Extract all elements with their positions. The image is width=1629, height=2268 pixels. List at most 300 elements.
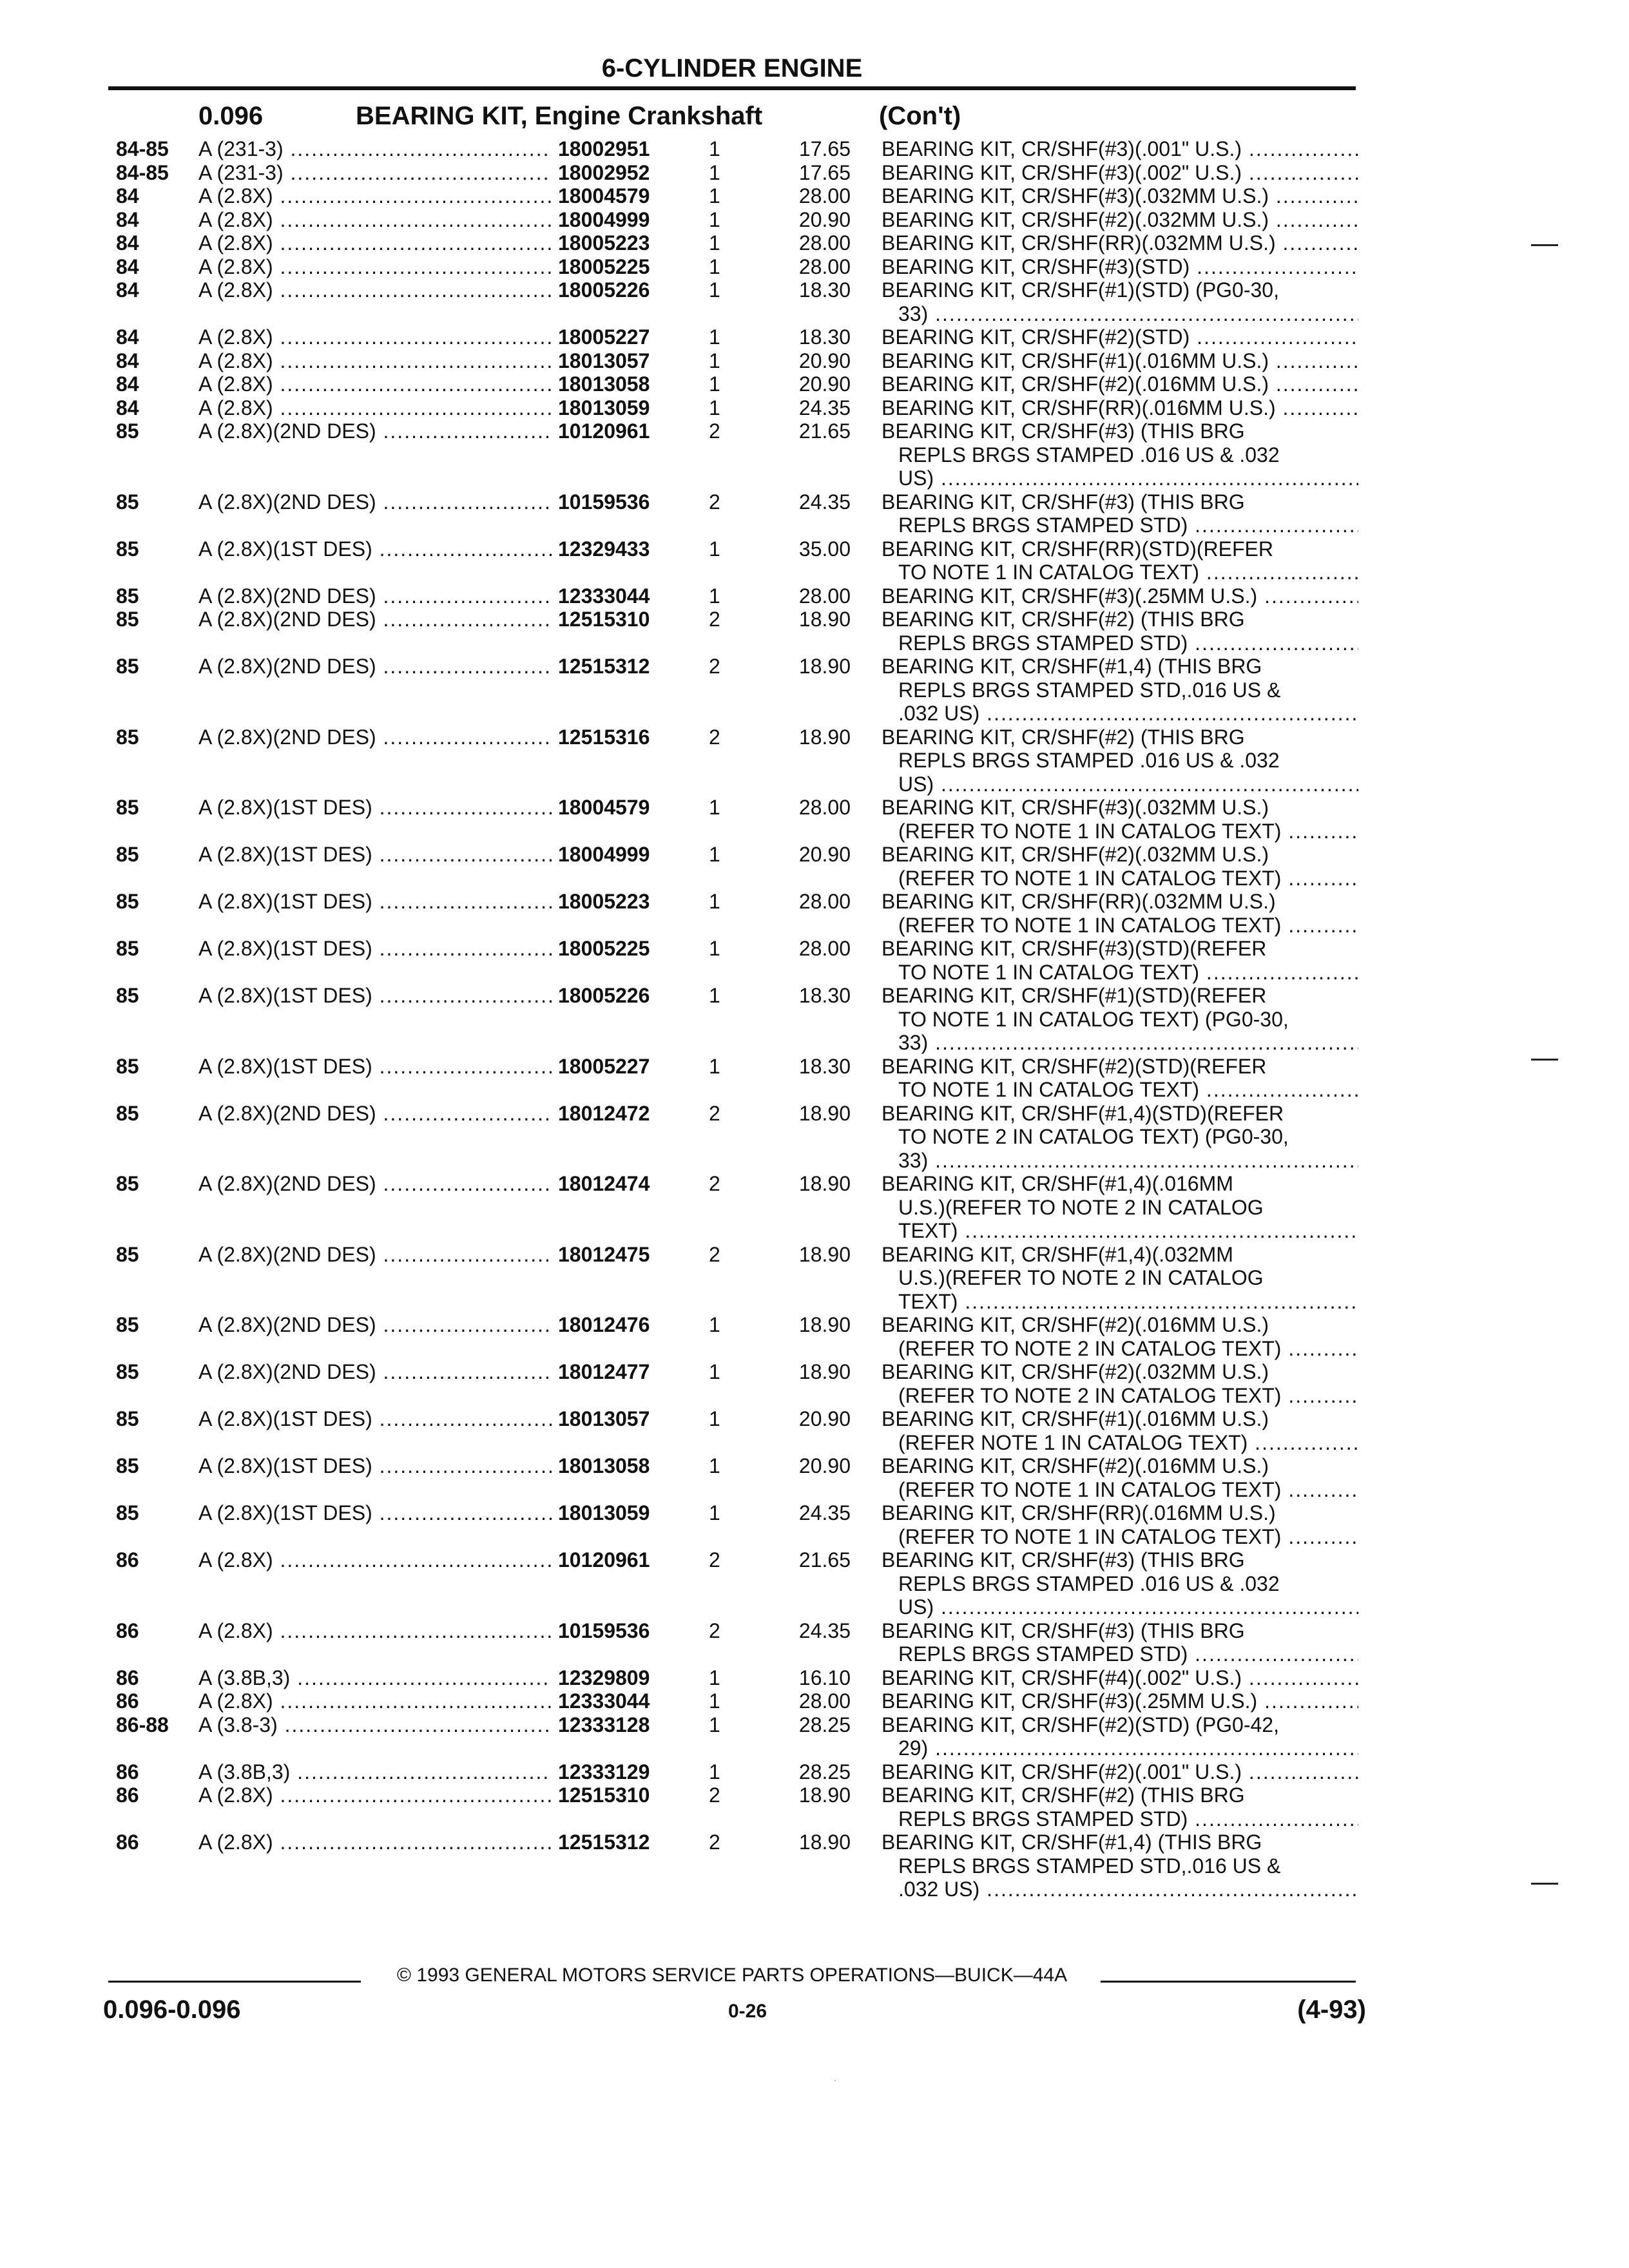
price-cell: 35.00	[798, 537, 851, 561]
part-row	[0, 1619, 1629, 1666]
description-line: BEARING KIT, CR/SHF(RR)(.016MM U.S.) .....	[882, 396, 1358, 420]
page-header-title: 6-CYLINDER ENGINE	[601, 54, 863, 82]
application-cell: A (2.8X)(2ND DES) .....	[198, 584, 552, 608]
part-row	[0, 890, 1629, 937]
year-cell: 86	[116, 1619, 139, 1642]
application-cell: A (2.8X)(2ND DES) .....	[198, 1243, 552, 1267]
application-cell: A (2.8X) .....	[198, 255, 552, 279]
price-cell: 18.90	[798, 1242, 851, 1266]
part-number-cell: 18012476	[558, 1313, 650, 1336]
description-cell	[882, 1172, 1358, 1243]
year-cell: 84	[116, 325, 139, 349]
quantity-cell: 1	[709, 231, 720, 255]
year-cell: 86	[116, 1689, 139, 1713]
part-row	[0, 278, 1629, 325]
application-cell: A (2.8X)(1ST DES) .....	[198, 890, 552, 914]
margin-mark	[1531, 244, 1558, 246]
year-cell: 85	[116, 1172, 139, 1195]
quantity-cell: 1	[709, 1689, 720, 1713]
year-cell: 84	[116, 231, 139, 255]
price-cell: 18.90	[798, 1172, 851, 1195]
description-line: TO NOTE 1 IN CATALOG TEXT) .....	[882, 961, 1358, 985]
description-cell	[882, 396, 1358, 420]
description-line: BEARING KIT, CR/SHF(#3) (THIS BRG	[882, 419, 1245, 443]
application-cell: A (2.8X)(1ST DES) .....	[198, 1055, 552, 1079]
description-cell	[882, 1619, 1358, 1666]
part-row	[0, 419, 1629, 490]
part-row	[0, 396, 1629, 420]
part-number-cell: 18005226	[558, 278, 650, 302]
part-number-cell: 18012475	[558, 1242, 650, 1266]
description-line: REPLS BRGS STAMPED STD) .....	[882, 631, 1358, 655]
price-cell: 18.90	[798, 1831, 851, 1854]
part-row	[0, 1313, 1629, 1360]
description-line: BEARING KIT, CR/SHF(#2)(.016MM U.S.)	[882, 1313, 1269, 1336]
quantity-cell: 1	[709, 584, 720, 608]
part-number-cell: 12515312	[558, 655, 650, 678]
description-line: BEARING KIT, CR/SHF(#4)(.002" U.S.) .....	[882, 1666, 1358, 1690]
description-line: BEARING KIT, CR/SHF(#2)(STD)(REFER	[882, 1054, 1267, 1078]
description-line: BEARING KIT, CR/SHF(#1,4) (THIS BRG	[882, 655, 1262, 678]
part-row	[0, 1501, 1629, 1548]
part-number-cell: 18013057	[558, 1407, 650, 1430]
description-line: (REFER NOTE 1 IN CATALOG TEXT) .....	[882, 1431, 1358, 1455]
description-line: REPLS BRGS STAMPED STD,.016 US &	[898, 678, 1281, 702]
year-cell: 85	[116, 984, 139, 1007]
margin-mark	[1531, 1883, 1558, 1885]
description-line: BEARING KIT, CR/SHF(#3)(.001" U.S.) .....	[882, 137, 1358, 161]
description-cell	[882, 1501, 1358, 1548]
quantity-cell: 1	[709, 396, 720, 419]
description-line: 33) .....	[882, 1149, 1358, 1173]
year-cell: 85	[116, 608, 139, 631]
part-row	[0, 1689, 1629, 1713]
description-line: REPLS BRGS STAMPED .016 US & .032	[898, 1571, 1280, 1595]
part-row	[0, 349, 1629, 373]
part-row	[0, 184, 1629, 208]
year-cell: 86	[116, 1831, 139, 1854]
part-number-cell: 18013058	[558, 372, 650, 396]
quantity-cell: 1	[709, 890, 720, 913]
quantity-cell: 2	[709, 655, 720, 678]
year-cell: 85	[116, 419, 139, 443]
application-cell: A (3.8B,3) .....	[198, 1760, 552, 1784]
part-number-cell: 18012474	[558, 1172, 650, 1195]
part-row	[0, 1407, 1629, 1454]
description-line: TO NOTE 1 IN CATALOG TEXT) (PG0-30,	[898, 1007, 1289, 1031]
application-cell: A (2.8X) .....	[198, 1619, 552, 1643]
description-line: BEARING KIT, CR/SHF(#2)(.032MM U.S.) .....	[882, 208, 1358, 232]
description-line: REPLS BRGS STAMPED STD) .....	[882, 1807, 1358, 1831]
section-number: 0.096	[198, 102, 264, 130]
year-cell: 84-85	[116, 137, 169, 160]
description-line: (REFER TO NOTE 2 IN CATALOG TEXT) .....	[882, 1337, 1358, 1361]
price-cell: 18.90	[798, 1360, 851, 1383]
year-cell: 84	[116, 207, 139, 231]
description-line: US) .....	[882, 773, 1358, 796]
year-cell: 84	[116, 278, 139, 302]
description-cell	[882, 349, 1358, 373]
year-cell: 86	[116, 1783, 139, 1807]
year-cell: 85	[116, 1054, 139, 1078]
part-row	[0, 1760, 1629, 1784]
description-line: U.S.)(REFER TO NOTE 2 IN CATALOG	[898, 1266, 1264, 1289]
application-cell: A (2.8X)(2ND DES) .....	[198, 1360, 552, 1384]
description-cell	[882, 1454, 1358, 1501]
application-cell: A (2.8X) .....	[198, 184, 552, 208]
description-line: BEARING KIT, CR/SHF(#3)(STD) .....	[882, 255, 1358, 279]
price-cell: 20.90	[798, 843, 851, 866]
price-cell: 24.35	[798, 1501, 851, 1524]
description-line: REPLS BRGS STAMPED STD) .....	[882, 1642, 1358, 1666]
part-row	[0, 1783, 1629, 1831]
part-row	[0, 1713, 1629, 1760]
footer-copyright	[108, 1961, 1356, 1990]
description-cell	[882, 1548, 1358, 1619]
description-cell	[882, 537, 1358, 584]
part-number-cell: 18012477	[558, 1360, 650, 1383]
part-row	[0, 208, 1629, 232]
description-line: TO NOTE 2 IN CATALOG TEXT) (PG0-30,	[898, 1125, 1289, 1148]
description-cell	[882, 796, 1358, 843]
application-cell: A (2.8X) .....	[198, 1689, 552, 1713]
description-line: BEARING KIT, CR/SHF(RR)(.032MM U.S.)	[882, 890, 1276, 913]
year-cell: 86	[116, 1666, 139, 1689]
application-cell: A (2.8X) .....	[198, 1548, 552, 1572]
quantity-cell: 1	[709, 325, 720, 349]
description-line: REPLS BRGS STAMPED STD) .....	[882, 514, 1358, 537]
description-line: BEARING KIT, CR/SHF(#3)(.002" U.S.) .....	[882, 161, 1358, 185]
description-cell	[882, 1102, 1358, 1173]
description-cell	[882, 608, 1358, 655]
description-line: BEARING KIT, CR/SHF(#2) (THIS BRG	[882, 1783, 1245, 1807]
part-number-cell: 18013057	[558, 349, 650, 372]
description-cell	[882, 584, 1358, 608]
part-row	[0, 372, 1629, 396]
description-line: TO NOTE 1 IN CATALOG TEXT) .....	[882, 1078, 1358, 1102]
quantity-cell: 1	[709, 160, 720, 184]
quantity-cell: 2	[709, 1101, 720, 1125]
quantity-cell: 1	[709, 137, 720, 160]
part-row	[0, 1454, 1629, 1501]
description-cell	[882, 1831, 1358, 1901]
application-cell: A (2.8X) .....	[198, 396, 552, 420]
price-cell: 28.00	[798, 255, 851, 278]
price-cell: 18.30	[798, 984, 851, 1007]
footer-section-range: 0.096-0.096	[103, 1995, 241, 2024]
part-row	[0, 937, 1629, 984]
price-cell: 18.90	[798, 1313, 851, 1336]
description-line: BEARING KIT, CR/SHF(#1)(STD) (PG0-30,	[882, 278, 1279, 302]
description-line: BEARING KIT, CR/SHF(#1)(STD)(REFER	[882, 984, 1267, 1007]
part-number-cell: 18005226	[558, 984, 650, 1007]
part-row	[0, 843, 1629, 890]
description-line: BEARING KIT, CR/SHF(#3)(.25MM U.S.) .....	[882, 584, 1358, 608]
part-row	[0, 1666, 1629, 1690]
description-cell	[882, 372, 1358, 396]
description-cell	[882, 325, 1358, 349]
part-number-cell: 18004999	[558, 207, 650, 231]
quantity-cell: 1	[709, 984, 720, 1007]
part-row	[0, 1172, 1629, 1243]
quantity-cell: 2	[709, 1172, 720, 1195]
part-row	[0, 1831, 1629, 1901]
description-line: BEARING KIT, CR/SHF(#1,4)(.016MM	[882, 1172, 1233, 1195]
year-cell: 85	[116, 1454, 139, 1477]
description-line: BEARING KIT, CR/SHF(#1)(.016MM U.S.)	[882, 1407, 1269, 1430]
quantity-cell: 1	[709, 1313, 720, 1336]
part-row	[0, 161, 1629, 185]
part-number-cell: 18005227	[558, 1054, 650, 1078]
description-line: BEARING KIT, CR/SHF(#3)(STD)(REFER	[882, 937, 1267, 960]
description-line: BEARING KIT, CR/SHF(#1,4)(STD)(REFER	[882, 1101, 1284, 1125]
year-cell: 85	[116, 1101, 139, 1125]
section-title	[108, 97, 1365, 135]
quantity-cell: 1	[709, 796, 720, 819]
quantity-cell: 1	[709, 372, 720, 396]
quantity-cell: 1	[709, 349, 720, 372]
quantity-cell: 1	[709, 184, 720, 207]
description-line: BEARING KIT, CR/SHF(#2)(.016MM U.S.) .....	[882, 372, 1358, 396]
description-cell	[882, 161, 1358, 185]
part-number-cell: 18004579	[558, 796, 650, 819]
quantity-cell: 1	[709, 937, 720, 960]
description-cell	[882, 937, 1358, 984]
part-row	[0, 231, 1629, 255]
application-cell: A (2.8X)(2ND DES) .....	[198, 608, 552, 631]
price-cell: 20.90	[798, 207, 851, 231]
description-line: BEARING KIT, CR/SHF(#2)(STD) .....	[882, 325, 1358, 349]
price-cell: 18.90	[798, 655, 851, 678]
year-cell: 85	[116, 655, 139, 678]
part-number-cell: 12333044	[558, 584, 650, 608]
margin-mark	[1531, 1059, 1558, 1061]
description-line: .032 US) .....	[882, 1878, 1358, 1901]
part-number-cell: 10120961	[558, 1548, 650, 1571]
part-number-cell: 18005227	[558, 325, 650, 349]
part-row	[0, 255, 1629, 279]
price-cell: 17.65	[798, 160, 851, 184]
footer-rule-right	[1101, 1981, 1356, 1983]
price-cell: 20.90	[798, 1454, 851, 1477]
application-cell: A (2.8X)(1ST DES) .....	[198, 984, 552, 1008]
year-cell: 85	[116, 1242, 139, 1266]
quantity-cell: 1	[709, 1054, 720, 1078]
description-cell	[882, 490, 1358, 537]
application-cell: A (2.8X) .....	[198, 231, 552, 255]
year-cell: 85	[116, 1313, 139, 1336]
speck	[834, 2080, 836, 2081]
description-cell	[882, 1360, 1358, 1407]
part-number-cell: 18012472	[558, 1101, 650, 1125]
part-number-cell: 18004579	[558, 184, 650, 207]
part-row	[0, 1243, 1629, 1314]
part-number-cell: 10159536	[558, 490, 650, 514]
quantity-cell: 2	[709, 608, 720, 631]
description-cell	[882, 278, 1358, 325]
price-cell: 28.25	[798, 1760, 851, 1783]
application-cell: A (231-3) .....	[198, 137, 552, 161]
description-line: BEARING KIT, CR/SHF(#2)(STD) (PG0-42,	[882, 1713, 1279, 1736]
year-cell: 84	[116, 184, 139, 207]
price-cell: 20.90	[798, 372, 851, 396]
description-line: BEARING KIT, CR/SHF(#2)(.016MM U.S.)	[882, 1454, 1269, 1477]
price-cell: 21.65	[798, 419, 851, 443]
description-cell	[882, 843, 1358, 890]
quantity-cell: 1	[709, 278, 720, 302]
part-number-cell: 18013058	[558, 1454, 650, 1477]
description-cell	[882, 1313, 1358, 1360]
description-cell	[882, 1760, 1358, 1784]
description-line: (REFER TO NOTE 2 IN CATALOG TEXT) .....	[882, 1384, 1358, 1408]
description-line: BEARING KIT, CR/SHF(#2)(.032MM U.S.)	[882, 1360, 1269, 1383]
description-line: BEARING KIT, CR/SHF(#2) (THIS BRG	[882, 725, 1245, 749]
description-line: BEARING KIT, CR/SHF(#2)(.032MM U.S.)	[882, 843, 1269, 866]
year-cell: 85	[116, 584, 139, 608]
year-cell: 86	[116, 1760, 139, 1783]
price-cell: 18.90	[798, 725, 851, 749]
description-line: BEARING KIT, CR/SHF(#1,4)(.032MM	[882, 1242, 1233, 1266]
description-line: BEARING KIT, CR/SHF(RR)(.016MM U.S.)	[882, 1501, 1276, 1524]
price-cell: 24.35	[798, 490, 851, 514]
application-cell: A (2.8X) .....	[198, 349, 552, 373]
application-cell: A (2.8X)(1ST DES) .....	[198, 843, 552, 867]
page-header	[108, 50, 1356, 90]
price-cell: 16.10	[798, 1666, 851, 1689]
quantity-cell: 1	[709, 255, 720, 278]
description-line: TEXT) .....	[882, 1219, 1358, 1243]
price-cell: 17.65	[798, 137, 851, 160]
part-row	[0, 726, 1629, 796]
price-cell: 18.90	[798, 1101, 851, 1125]
year-cell: 84	[116, 372, 139, 396]
description-line: BEARING KIT, CR/SHF(#3) (THIS BRG	[882, 1619, 1245, 1642]
part-number-cell: 18002952	[558, 160, 650, 184]
year-cell: 84	[116, 255, 139, 278]
application-cell: A (2.8X)(1ST DES) .....	[198, 537, 552, 561]
year-cell: 84	[116, 349, 139, 372]
application-cell: A (2.8X)(2ND DES) .....	[198, 726, 552, 749]
application-cell: A (2.8X) .....	[198, 208, 552, 232]
price-cell: 24.35	[798, 1619, 851, 1642]
part-number-cell: 12333128	[558, 1713, 650, 1736]
part-number-cell: 18005225	[558, 937, 650, 960]
part-number-cell: 18002951	[558, 137, 650, 160]
description-line: BEARING KIT, CR/SHF(#3)(.032MM U.S.) .....	[882, 184, 1358, 208]
application-cell: A (2.8X)(2ND DES) .....	[198, 419, 552, 443]
part-number-cell: 12515316	[558, 725, 650, 749]
part-number-cell: 12329433	[558, 537, 650, 561]
quantity-cell: 1	[709, 1501, 720, 1524]
part-number-cell: 10159536	[558, 1619, 650, 1642]
part-number-cell: 12515312	[558, 1831, 650, 1854]
footer-copyright-text: © 1993 GENERAL MOTORS SERVICE PARTS OPERATIONS—BUICK—44A	[396, 1965, 1068, 1986]
description-line: 33) .....	[882, 1031, 1358, 1055]
application-cell: A (2.8X)(2ND DES) .....	[198, 1313, 552, 1337]
description-line: BEARING KIT, CR/SHF(RR)(STD)(REFER	[882, 537, 1273, 561]
application-cell: A (2.8X)(1ST DES) .....	[198, 796, 552, 820]
quantity-cell: 1	[709, 1713, 720, 1736]
description-cell	[882, 655, 1358, 726]
year-cell: 86	[116, 1548, 139, 1571]
quantity-cell: 1	[709, 1407, 720, 1430]
description-line: BEARING KIT, CR/SHF(#1,4) (THIS BRG	[882, 1831, 1262, 1854]
price-cell: 28.00	[798, 184, 851, 207]
part-row	[0, 1360, 1629, 1407]
description-cell	[882, 255, 1358, 279]
price-cell: 28.00	[798, 1689, 851, 1713]
part-number-cell: 18005225	[558, 255, 650, 278]
application-cell: A (2.8X) .....	[198, 1783, 552, 1807]
description-line: (REFER TO NOTE 1 IN CATALOG TEXT) .....	[882, 867, 1358, 890]
part-number-cell: 18004999	[558, 843, 650, 866]
description-line: BEARING KIT, CR/SHF(#1)(.016MM U.S.) .....	[882, 349, 1358, 373]
part-number-cell: 18013059	[558, 396, 650, 419]
year-cell: 85	[116, 890, 139, 913]
part-row	[0, 137, 1629, 161]
application-cell: A (2.8X)(2ND DES) .....	[198, 1102, 552, 1126]
price-cell: 18.30	[798, 1054, 851, 1078]
footer-page-number: 0-26	[728, 2001, 767, 2022]
year-cell: 85	[116, 843, 139, 866]
part-row	[0, 325, 1629, 349]
year-cell: 85	[116, 1501, 139, 1524]
description-cell	[882, 726, 1358, 796]
part-number-cell: 18005223	[558, 890, 650, 913]
description-cell	[882, 1666, 1358, 1690]
description-line: US) .....	[882, 466, 1358, 490]
part-number-cell: 18013059	[558, 1501, 650, 1524]
footer-date: (4-93)	[1297, 1995, 1366, 2024]
description-line: REPLS BRGS STAMPED .016 US & .032	[898, 443, 1280, 466]
quantity-cell: 2	[709, 1831, 720, 1854]
quantity-cell: 1	[709, 537, 720, 561]
price-cell: 28.00	[798, 890, 851, 913]
application-cell: A (231-3) .....	[198, 161, 552, 185]
description-line: (REFER TO NOTE 1 IN CATALOG TEXT) .....	[882, 1478, 1358, 1502]
price-cell: 28.00	[798, 796, 851, 819]
quantity-cell: 2	[709, 1242, 720, 1266]
section-continued: (Con't)	[879, 102, 961, 130]
part-number-cell: 12515310	[558, 608, 650, 631]
description-line: (REFER TO NOTE 1 IN CATALOG TEXT) .....	[882, 820, 1358, 843]
year-cell: 85	[116, 537, 139, 561]
description-cell	[882, 1407, 1358, 1454]
description-cell	[882, 231, 1358, 255]
year-cell: 85	[116, 1407, 139, 1430]
price-cell: 20.90	[798, 1407, 851, 1430]
part-number-cell: 12329809	[558, 1666, 650, 1689]
section-name: BEARING KIT, Engine Crankshaft	[356, 102, 763, 130]
year-cell: 85	[116, 937, 139, 960]
description-cell	[882, 1055, 1358, 1102]
part-row	[0, 1102, 1629, 1173]
price-cell: 18.30	[798, 278, 851, 302]
description-cell	[882, 1783, 1358, 1831]
year-cell: 84-85	[116, 160, 169, 184]
application-cell: A (2.8X) .....	[198, 372, 552, 396]
application-cell: A (2.8X) .....	[198, 325, 552, 349]
quantity-cell: 1	[709, 1760, 720, 1783]
part-number-cell: 10120961	[558, 419, 650, 443]
year-cell: 86-88	[116, 1713, 169, 1736]
part-number-cell: 12333129	[558, 1760, 650, 1783]
year-cell: 85	[116, 490, 139, 514]
quantity-cell: 2	[709, 419, 720, 443]
price-cell: 28.00	[798, 584, 851, 608]
application-cell: A (2.8X)(1ST DES) .....	[198, 937, 552, 961]
description-line: TEXT) .....	[882, 1290, 1358, 1314]
